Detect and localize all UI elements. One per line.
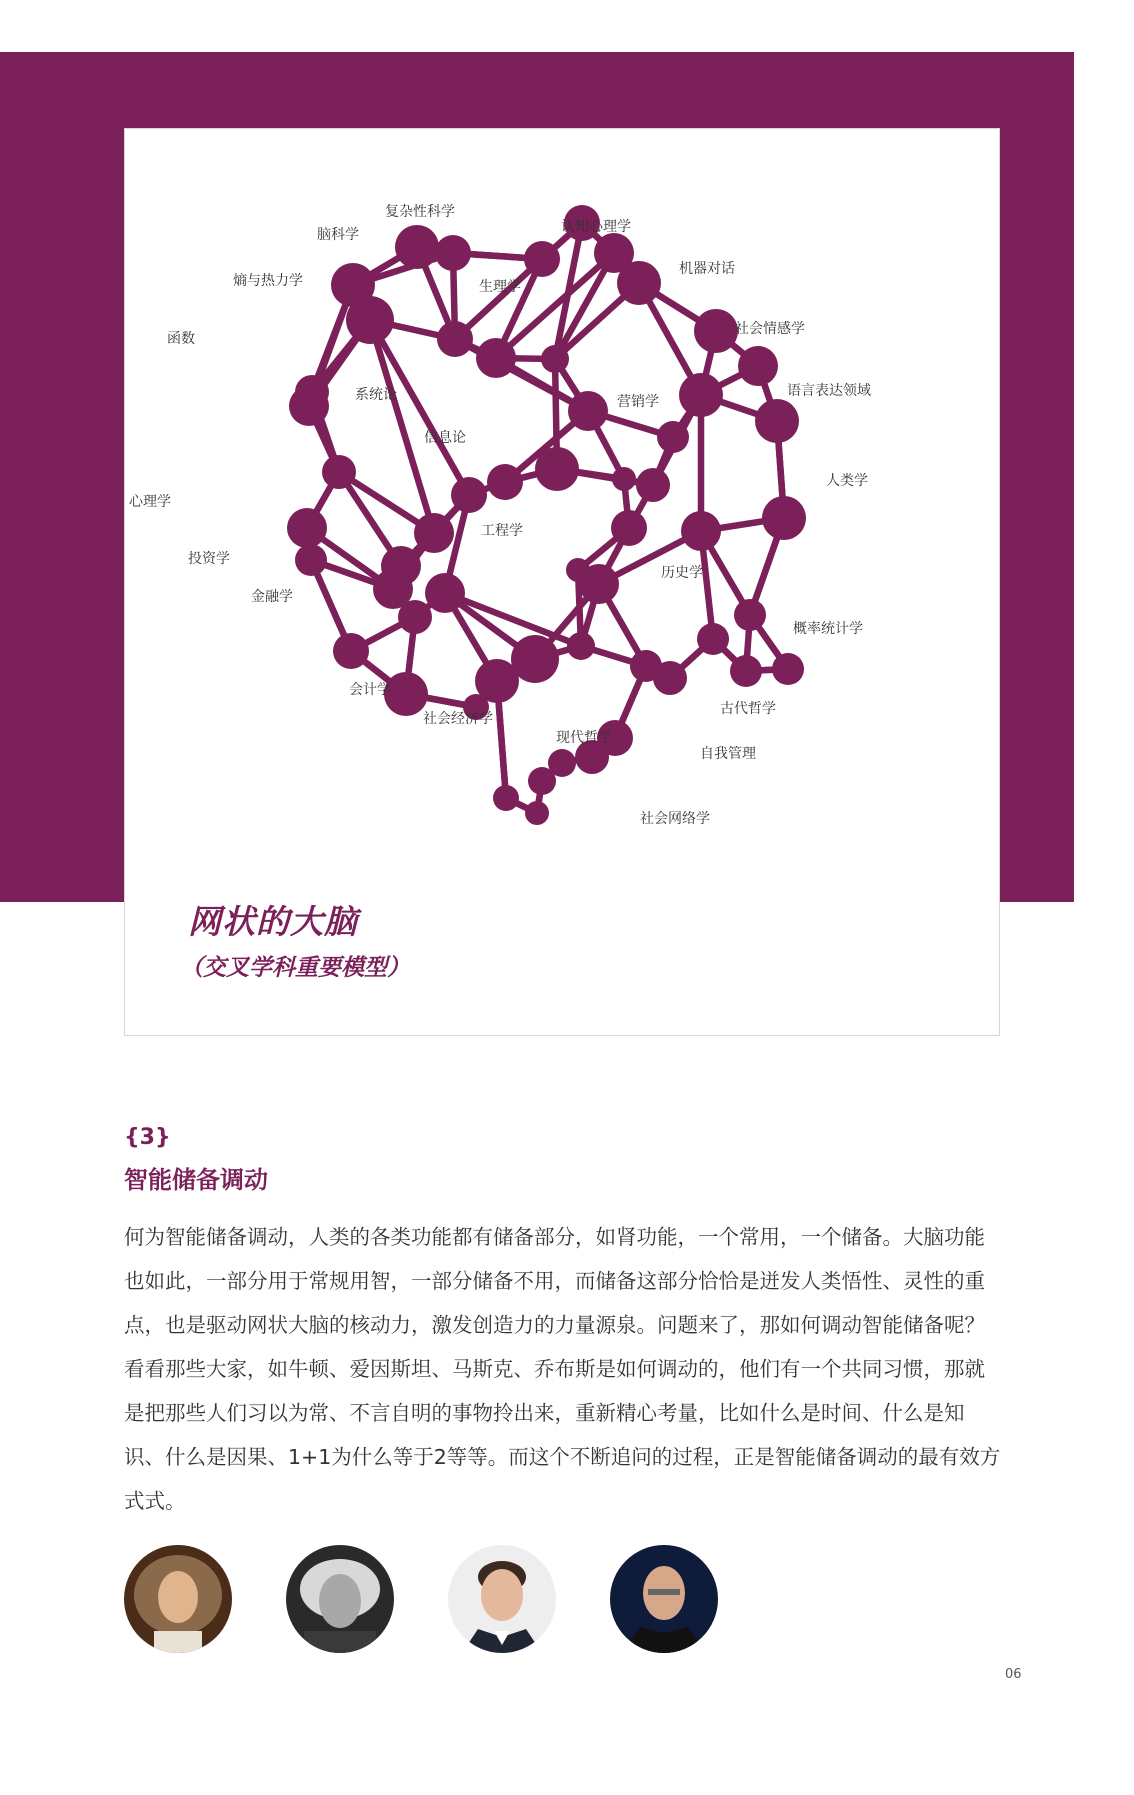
network-node (694, 309, 738, 353)
network-node (697, 623, 729, 655)
network-node (493, 785, 519, 811)
label-ancient-philosophy: 古代哲学 (720, 701, 776, 717)
label-marketing: 营销学 (617, 394, 659, 410)
network-node (681, 511, 721, 551)
network-node (487, 464, 523, 500)
label-cognitive-psychology: 认知心理学 (561, 219, 631, 235)
jobs-portrait (610, 1545, 718, 1653)
network-node (611, 510, 647, 546)
label-modern-philosophy: 现代哲学 (556, 730, 612, 746)
network-node (738, 346, 778, 386)
network-node (525, 801, 549, 825)
network-node (679, 373, 723, 417)
einstein-portrait (286, 1545, 394, 1653)
network-node (734, 599, 766, 631)
network-node (612, 467, 636, 491)
network-node (772, 653, 804, 685)
network-node (617, 261, 661, 305)
figure-subtitle: （交叉学科重要模型） (180, 955, 410, 981)
label-language: 语言表达领域 (787, 383, 871, 399)
section-number: {3} (124, 1125, 171, 1150)
label-psychology: 心理学 (129, 494, 171, 510)
network-node (295, 544, 327, 576)
label-systems-theory: 系统论 (355, 387, 397, 403)
label-self-management: 自我管理 (700, 746, 756, 762)
network-node (762, 496, 806, 540)
network-node (657, 421, 689, 453)
network-node (636, 468, 670, 502)
figure-card (124, 128, 1000, 1036)
label-anthropology: 人类学 (826, 473, 868, 489)
section-title: 智能储备调动 (124, 1166, 268, 1194)
label-information-theory: 信息论 (424, 430, 466, 446)
label-socioeconomics: 社会经济学 (423, 711, 493, 727)
figure-title: 网状的大脑 (188, 902, 358, 941)
label-complexity: 复杂性科学 (385, 204, 455, 220)
network-edge (445, 593, 581, 646)
network-node (414, 513, 454, 553)
network-node (566, 558, 590, 582)
network-node (524, 241, 560, 277)
label-social-network: 社会网络学 (640, 811, 710, 827)
network-node (322, 455, 356, 489)
network-node (567, 632, 595, 660)
label-engineering: 工程学 (481, 523, 523, 539)
label-probability: 概率统计学 (793, 621, 863, 637)
label-machine-dialogue: 机器对话 (679, 261, 735, 277)
network-node (333, 633, 369, 669)
network-node (398, 600, 432, 634)
label-physiology: 生理学 (479, 279, 521, 295)
network-node (295, 375, 329, 409)
network-node (346, 296, 394, 344)
network-node (437, 321, 473, 357)
label-function: 函数 (167, 331, 195, 347)
network-node (511, 635, 559, 683)
network-node (535, 447, 579, 491)
network-node (395, 225, 439, 269)
newton-portrait (124, 1545, 232, 1653)
network-node (568, 391, 608, 431)
label-finance: 金融学 (251, 589, 293, 605)
label-history: 历史学 (661, 565, 703, 581)
label-accounting: 会计学 (349, 682, 391, 698)
musk-portrait (448, 1545, 556, 1653)
network-node (425, 573, 465, 613)
section-paragraph: 何为智能储备调动，人类的各类功能都有储备部分，如肾功能，一个常用，一个储备。大脑功能也如此，一部分用于常规用智，一部分储备不用，而储备这部分恰恰是迸发人类悟性、灵性的重点，也是驱动网状大脑的核动力，激发创造力的力量源泉。问题来了，那如何调动智能储备呢？看看那些大家，如牛顿、爱因斯坦、马斯克、乔布斯是如何调动的，他们有一个共同习惯，那就是把那些人们习以为常、不言自明的事物拎出来，重新精心考量，比如什么是时间、什么是知识、什么是因果、1+1为什么等于2等等。而这个不断追问的过程，正是智能储备调动的最有效方式式。 (124, 1225, 1001, 1513)
label-brain-science: 脑科学 (317, 227, 359, 243)
network-node (730, 655, 762, 687)
label-social-emotion: 社会情感学 (735, 321, 805, 337)
network-node (755, 399, 799, 443)
network-node (541, 345, 569, 373)
network-node (435, 235, 471, 271)
label-entropy: 熵与热力学 (233, 273, 303, 289)
network-node (476, 338, 516, 378)
network-node (451, 477, 487, 513)
label-investment: 投资学 (188, 551, 230, 567)
network-node (528, 767, 556, 795)
page-number: 06 (1005, 1667, 1022, 1682)
network-node (630, 650, 662, 682)
network-node (287, 508, 327, 548)
